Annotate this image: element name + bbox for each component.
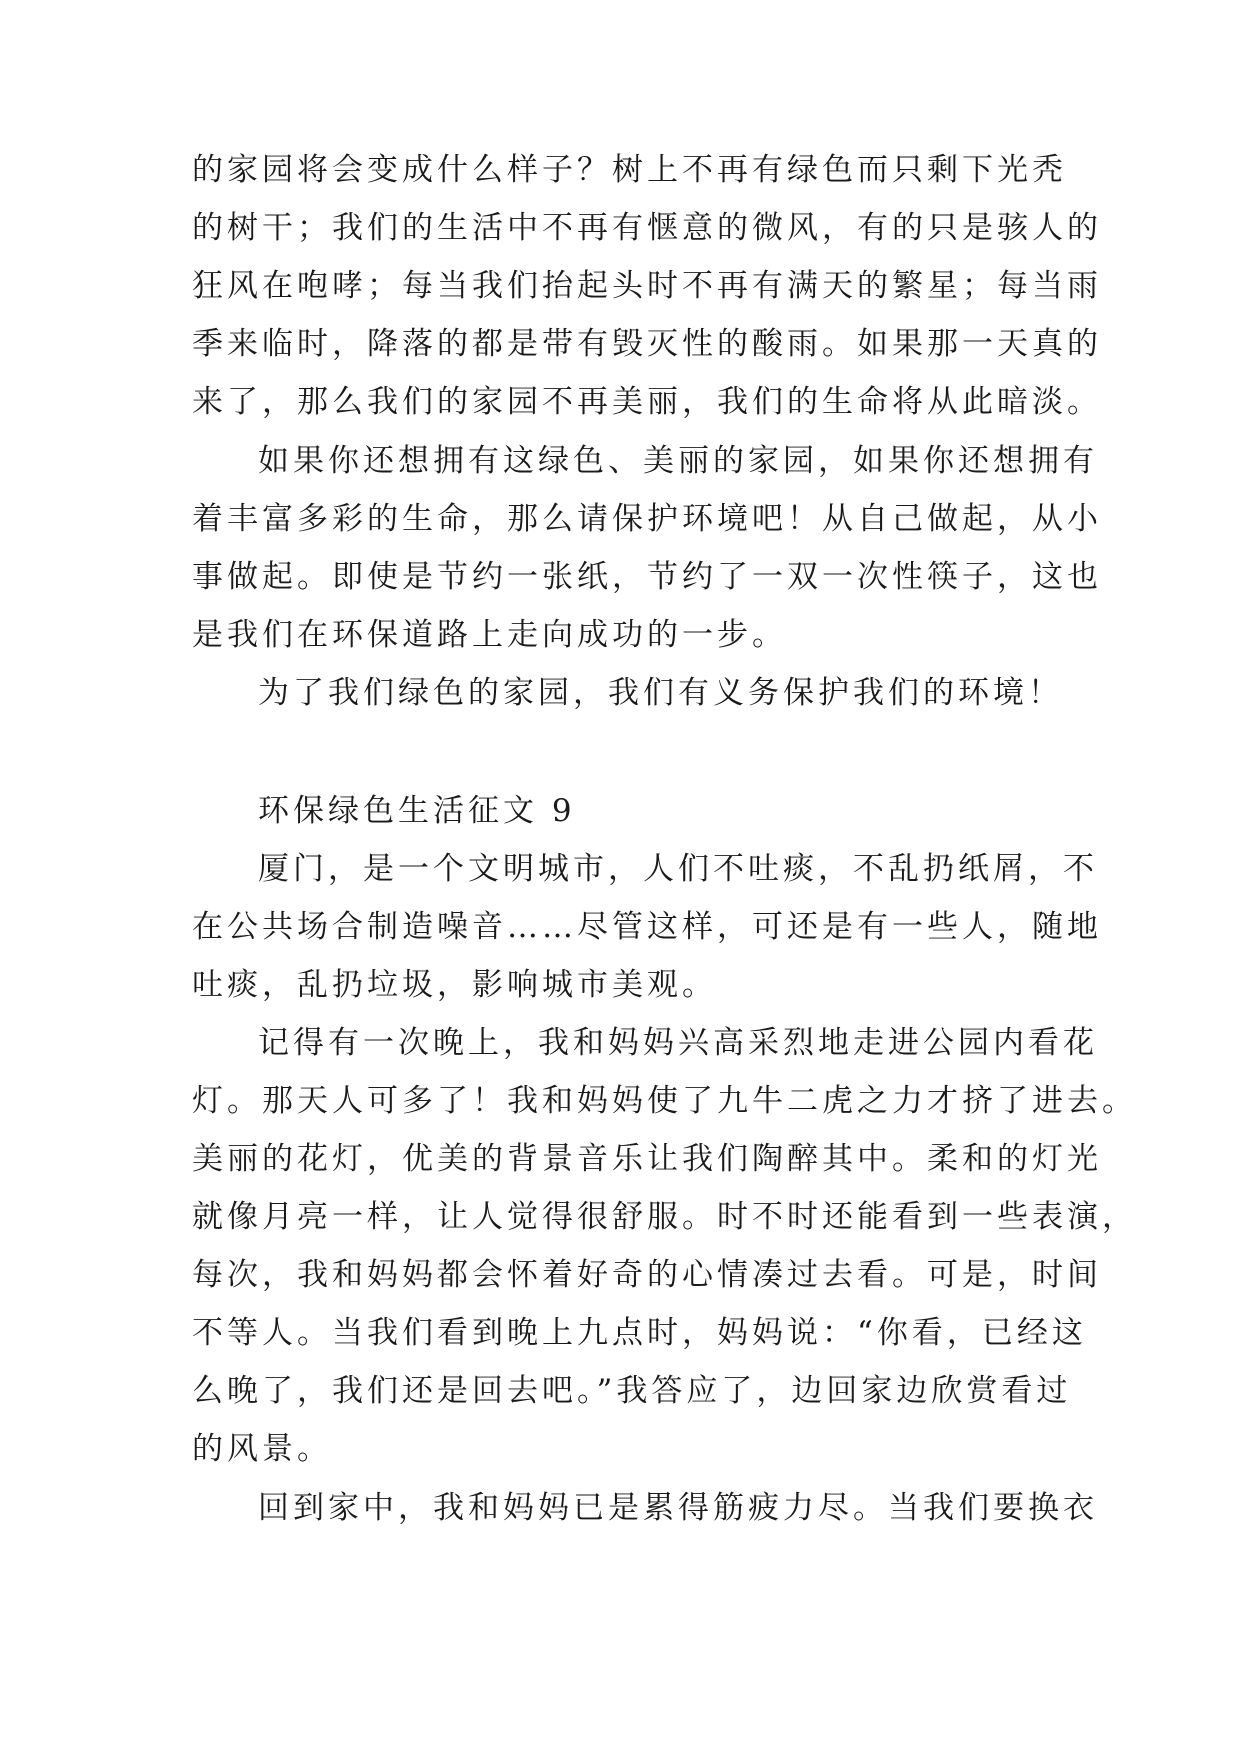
text-line: 来了，那么我们的家园不再美丽，我们的生命将从此暗淡。	[192, 384, 1102, 420]
text-line: 是我们在环保道路上走向成功的一步。	[192, 617, 787, 653]
paragraph-start: 为了我们绿色的家园，我们有义务保护我们的环境！	[258, 675, 1063, 711]
paragraph-start: 如果你还想拥有这绿色、美丽的家园，如果你还想拥有	[258, 443, 1098, 479]
text-line: 美丽的花灯，优美的背景音乐让我们陶醉其中。柔和的灯光	[192, 1141, 1102, 1177]
text-line: 不等人。当我们看到晚上九点时，妈妈说：“你看，已经这	[192, 1315, 1087, 1351]
text-line: 在公共场合制造噪音……尽管这样，可还是有一些人，随地	[192, 909, 1102, 945]
section-heading: 环保绿色生活征文 9	[258, 793, 576, 829]
text-line: 季来临时，降落的都是带有毁灭性的酸雨。如果那一天真的	[192, 326, 1102, 362]
paragraph-start: 记得有一次晚上，我和妈妈兴高采烈地走进公园内看花	[258, 1025, 1098, 1061]
text-line: 的家园将会变成什么样子？树上不再有绿色而只剩下光秃	[192, 152, 1067, 188]
text-line: 吐痰，乱扔垃圾，影响城市美观。	[192, 967, 717, 1003]
text-line: 就像月亮一样，让人觉得很舒服。时不时还能看到一些表演，	[192, 1199, 1137, 1235]
text-line: 灯。那天人可多了！我和妈妈使了九牛二虎之力才挤了进去。	[192, 1083, 1137, 1119]
paragraph-start: 回到家中，我和妈妈已是累得筋疲力尽。当我们要换衣	[258, 1490, 1098, 1526]
text-line: 事做起。即使是节约一张纸，节约了一双一次性筷子，这也	[192, 559, 1102, 595]
text-line: 狂风在咆哮；每当我们抬起头时不再有满天的繁星；每当雨	[192, 268, 1102, 304]
text-line: 的树干；我们的生活中不再有惬意的微风，有的只是骇人的	[192, 210, 1102, 246]
paragraph-start: 厦门，是一个文明城市，人们不吐痰，不乱扔纸屑，不	[258, 851, 1098, 887]
text-line: 么晚了，我们还是回去吧。”我答应了，边回家边欣赏看过	[192, 1373, 1072, 1409]
text-line: 着丰富多彩的生命，那么请保护环境吧！从自己做起，从小	[192, 501, 1102, 537]
text-line: 每次，我和妈妈都会怀着好奇的心情凑过去看。可是，时间	[192, 1257, 1102, 1293]
text-line: 的风景。	[192, 1431, 332, 1467]
